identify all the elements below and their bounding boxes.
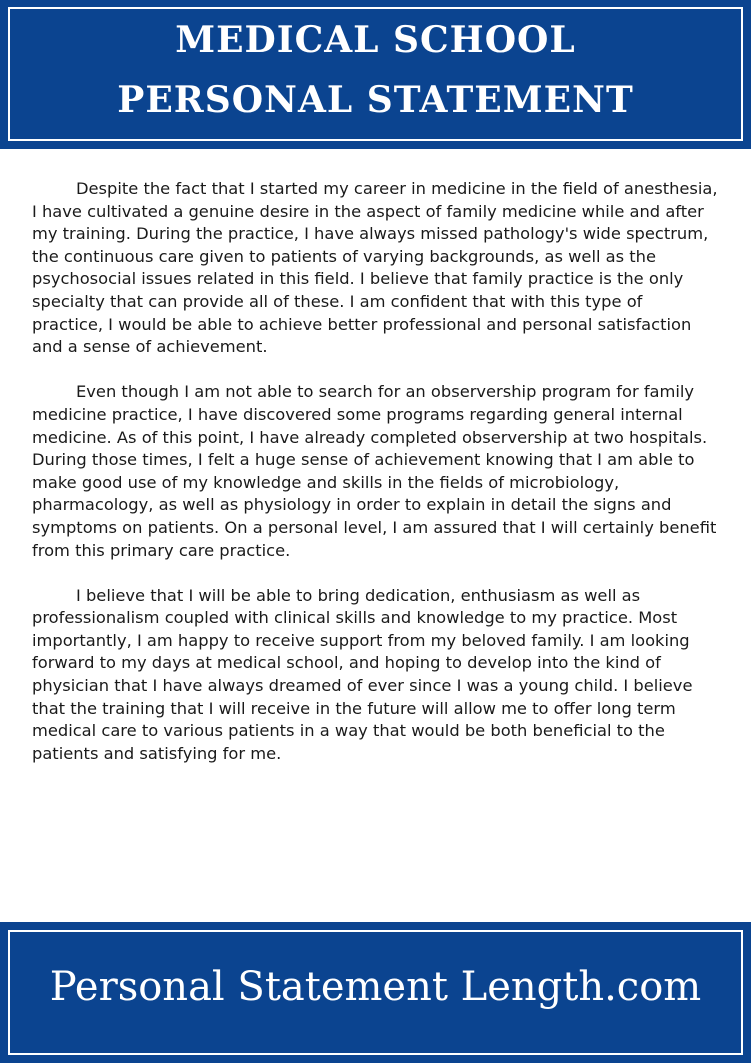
paragraph-1: Despite the fact that I started my career in medicine in the field of anesthesia, I have cultivated a genuine desire in the aspect of family medicine while and after my training. During the practice, I have always missed pathology's wide spectrum, the continuous care given to patients of varying backgrounds, as well as the psychosocial issues related in this field. I believe that family practice is the only specialty that can provide all of these. I am confident that with this type of practice, I would be able to achieve better professional and personal satisfaction and a sense of achievement. (32, 179, 718, 357)
paragraph-2: Even though I am not able to search for an observership program for family medicine practice, I have discovered some programs regarding general internal medicine. As of this point, I have already completed observership at two hospitals. During those times, I felt a huge sense of achievement knowing that I am able to make good use of my knowledge and skills in the fields of microbiology, pharmacology, as well as physiology in order to explain in detail the signs and symptoms on patients. On a personal level, I am assured that I will certainly benefit from this primary care practice. (32, 382, 717, 560)
statement-body (32, 178, 718, 788)
paragraph-3: I believe that I will be able to bring dedication, enthusiasm as well as professionalism coupled with clinical skills and knowledge to my practice. Most importantly, I am happy to receive support from my beloved family. I am looking forward to my days at medical school, and hoping to develop into the kind of physician that I have always dreamed of ever since I was a young child. I believe that the training that I will receive in the future will allow me to offer long term medical care to various patients in a way that would be both beneficial to the patients and satisfying for me. (32, 585, 693, 763)
page-title-line-1: MEDICAL SCHOOL (175, 19, 576, 61)
footer-site-name: Personal Statement Length.com (49, 964, 702, 1010)
page-title-line-2: PERSONAL STATEMENT (117, 79, 634, 121)
header-banner (0, 0, 751, 149)
footer-banner (0, 922, 751, 1063)
